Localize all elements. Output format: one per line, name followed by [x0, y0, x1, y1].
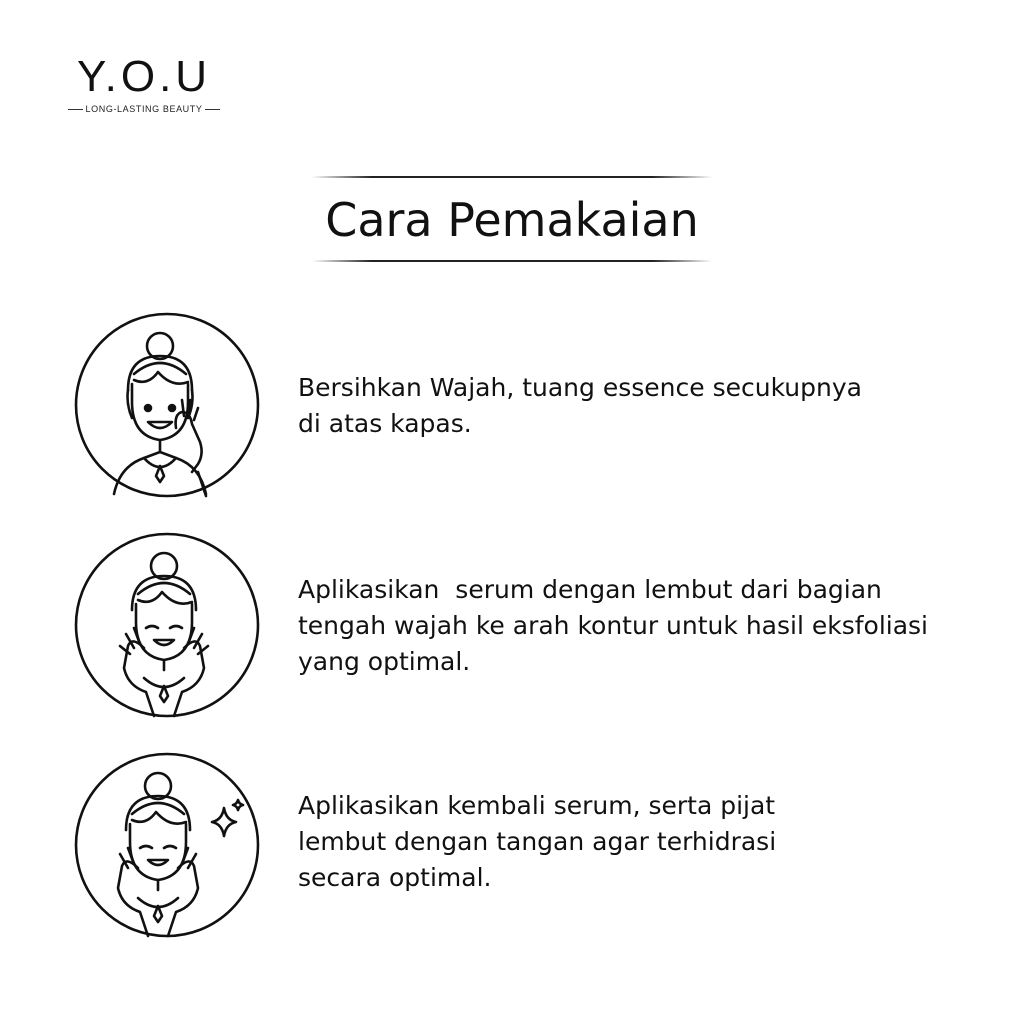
step-3	[74, 752, 974, 942]
step-3-line-1: Aplikasikan kembali serum, serta pijat	[298, 791, 776, 820]
title-block	[312, 176, 712, 262]
step-1-line-2: di atas kapas.	[298, 409, 472, 438]
brand-tagline-row	[68, 104, 220, 114]
step-1	[74, 312, 974, 502]
tagline-right-rule	[205, 109, 220, 110]
step-2-text	[298, 572, 978, 680]
step-2-line-1: Aplikasikan serum dengan lembut dari bagian	[298, 575, 882, 604]
woman-massaging-face-sparkle-icon	[74, 752, 260, 938]
brand-logo	[68, 54, 220, 114]
step-3-text	[298, 788, 978, 896]
woman-cleansing-face-icon	[74, 312, 260, 498]
page-title: Cara Pemakaian	[325, 193, 699, 247]
step-2-line-3: yang optimal.	[298, 647, 471, 676]
step-3-line-2: lembut dengan tangan agar terhidrasi	[298, 827, 777, 856]
brand-logo-wordmark: Y.O.U	[76, 52, 212, 101]
step-1-line-1: Bersihkan Wajah, tuang essence secukupnya	[298, 373, 862, 402]
step-1-text	[298, 370, 978, 442]
tagline-left-rule	[68, 109, 83, 110]
woman-applying-serum-icon	[74, 532, 260, 718]
step-3-line-3: secara optimal.	[298, 863, 492, 892]
title-bottom-rule	[312, 260, 712, 262]
brand-tagline: LONG-LASTING BEAUTY	[85, 104, 203, 114]
step-2	[74, 532, 974, 722]
step-2-line-2: tengah wajah ke arah kontur untuk hasil eksfoliasi	[298, 611, 929, 640]
